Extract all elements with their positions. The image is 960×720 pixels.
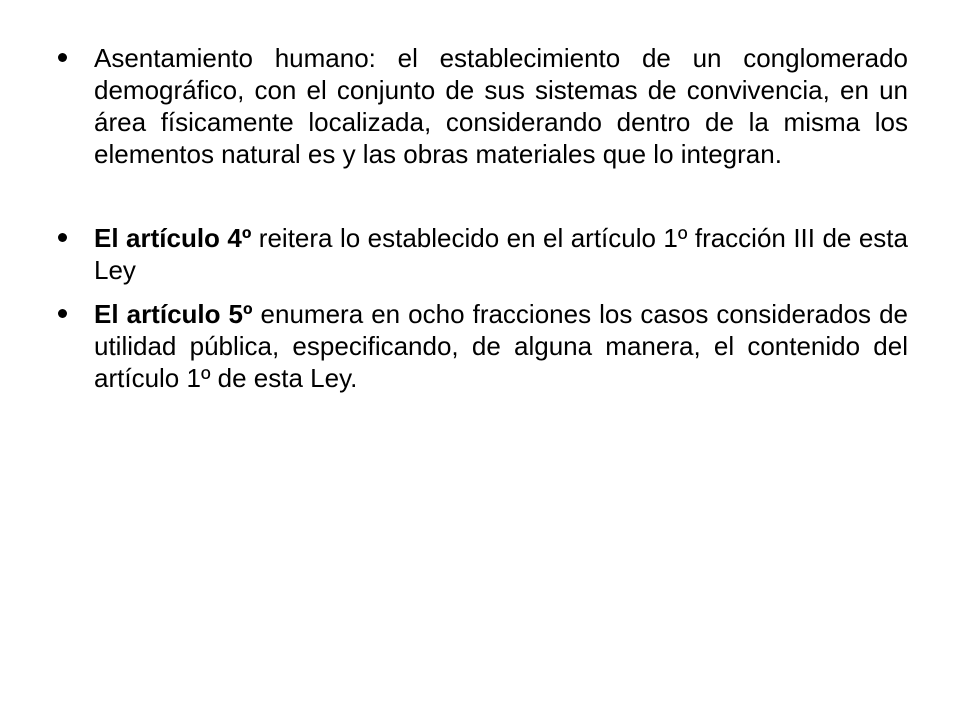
bullet-item-articulo-5 [56,298,908,394]
bullet-dot-icon [58,309,67,318]
bullet-item-asentamiento [56,42,908,170]
bullet-list [56,42,908,394]
bullet-text: reitera lo establecido en el artículo 1º fracción III de esta Ley [94,223,908,285]
bullet-item-articulo-4 [56,222,908,286]
bullet-lead: El artículo 5º [94,299,253,329]
bullet-lead: El artículo 4º [94,223,252,253]
bullet-text: enumera en ocho fracciones los casos considerados de utilidad pública, especificando, de alguna manera, el contenido del artículo 1º de esta Ley. [94,299,908,393]
bullet-dot-icon [58,53,67,62]
bullet-text: Asentamiento humano: el establecimiento de un conglomerado demográfico, con el conjunto de sus sistemas de convivencia, en un área físicamente localizada, considerando dentro de la misma los elementos natural es y las obras materiales que lo integran. [94,43,908,169]
bullet-dot-icon [58,233,67,242]
